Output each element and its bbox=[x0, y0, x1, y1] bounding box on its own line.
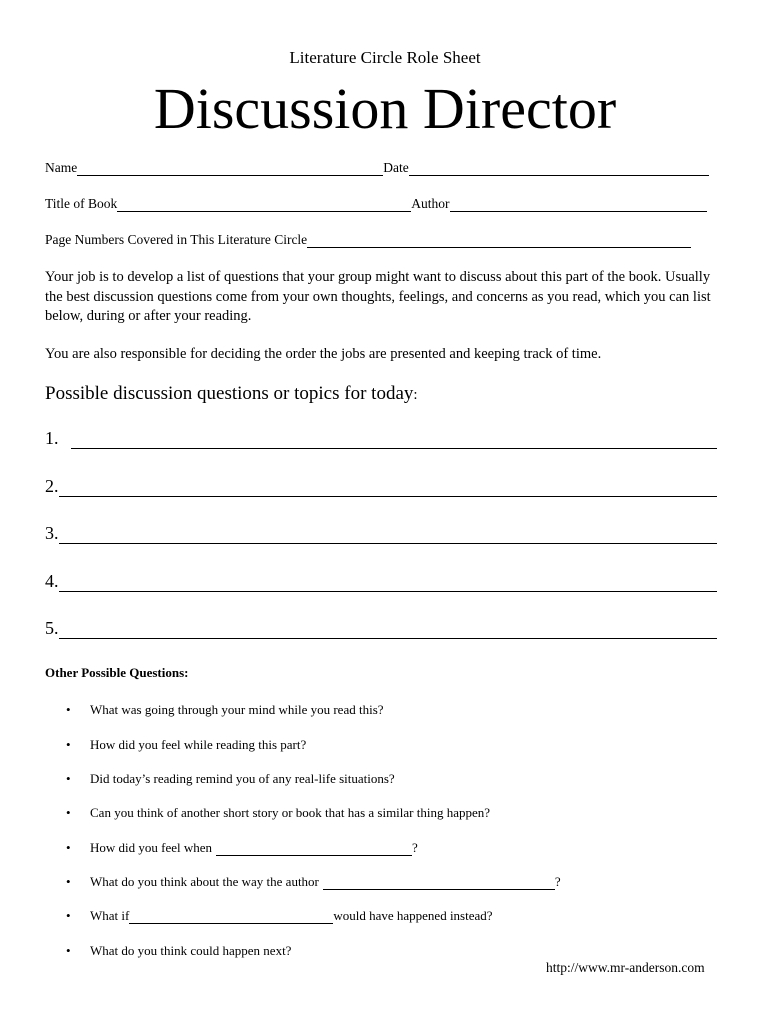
question-row-1 bbox=[45, 428, 717, 449]
list-item bbox=[66, 840, 418, 856]
pages-row bbox=[45, 232, 691, 248]
question-field-5[interactable] bbox=[59, 624, 717, 639]
feeling-blank-field[interactable] bbox=[216, 843, 412, 856]
page-title: Discussion Director bbox=[153, 76, 617, 141]
list-item-text: ? bbox=[554, 874, 561, 889]
list-item bbox=[66, 737, 306, 753]
bullet-icon: • bbox=[66, 805, 71, 820]
bullet-icon: • bbox=[66, 943, 71, 958]
pages-field[interactable] bbox=[307, 235, 691, 248]
list-item-text: How did you feel when bbox=[90, 840, 213, 855]
other-questions-heading: Other Possible Questions: bbox=[45, 665, 189, 680]
list-item-text: What was going through your mind while you read this? bbox=[90, 702, 384, 717]
list-item-text: What if bbox=[90, 908, 130, 923]
question-field-3[interactable] bbox=[59, 529, 717, 544]
bullet-icon: • bbox=[66, 840, 71, 855]
list-item bbox=[66, 908, 493, 924]
footer-url: http://www.mr-anderson.com bbox=[546, 960, 705, 975]
questions-heading-text: Possible discussion questions or topics for today bbox=[45, 383, 414, 404]
question-number: 1. bbox=[45, 428, 59, 448]
questions-heading bbox=[45, 383, 418, 405]
list-item bbox=[66, 943, 291, 959]
question-row-3 bbox=[45, 523, 717, 544]
name-label: Name bbox=[45, 160, 78, 175]
list-item bbox=[66, 805, 490, 821]
question-row-5 bbox=[45, 618, 717, 639]
what-if-blank-field[interactable] bbox=[129, 911, 333, 924]
question-row-2 bbox=[45, 476, 717, 497]
question-number: 2. bbox=[45, 476, 59, 496]
list-item-text: What do you think could happen next? bbox=[90, 943, 292, 958]
name-date-row bbox=[45, 160, 709, 176]
time-keeping-paragraph: You are also responsible for deciding the order the jobs are presented and keeping track of time. bbox=[45, 346, 602, 362]
question-number: 4. bbox=[45, 571, 59, 591]
question-field-4[interactable] bbox=[59, 577, 717, 592]
author-field[interactable] bbox=[450, 199, 707, 212]
bullet-icon: • bbox=[66, 908, 71, 923]
list-item-text: How did you feel while reading this part? bbox=[90, 737, 307, 752]
list-item-text: Can you think of another short story or book that has a similar thing happen? bbox=[90, 805, 491, 820]
question-field-1[interactable] bbox=[71, 434, 717, 449]
bullet-icon: • bbox=[66, 771, 71, 786]
pages-label: Page Numbers Covered in This Literature Circle bbox=[45, 232, 308, 247]
question-row-4 bbox=[45, 571, 717, 592]
name-field[interactable] bbox=[77, 163, 383, 176]
list-item-text: ? bbox=[412, 840, 418, 855]
question-field-2[interactable] bbox=[59, 482, 717, 497]
instructions-paragraph: Your job is to develop a list of questions that your group might want to discuss about this part of the book. Usually the best discussion questions come from your own thoughts, feelings, and concerns as you read, which you can list below, during or after your reading. bbox=[45, 269, 711, 324]
book-author-row bbox=[45, 196, 707, 212]
list-item bbox=[66, 702, 384, 718]
list-item bbox=[66, 771, 395, 787]
role-sheet-subtitle: Literature Circle Role Sheet bbox=[289, 48, 481, 67]
question-number: 3. bbox=[45, 523, 59, 543]
bullet-icon: • bbox=[66, 737, 71, 752]
list-item-text: What do you think about the way the author bbox=[90, 874, 319, 889]
bullet-icon: • bbox=[66, 702, 71, 717]
book-title-field[interactable] bbox=[117, 199, 411, 212]
author-blank-field[interactable] bbox=[323, 877, 555, 890]
bullet-icon: • bbox=[66, 874, 71, 889]
date-field[interactable] bbox=[409, 163, 709, 176]
list-item-text: Did today’s reading remind you of any real-life situations? bbox=[90, 771, 395, 786]
questions-heading-colon: : bbox=[413, 387, 418, 403]
list-item-text: would have happened instead? bbox=[333, 908, 493, 923]
book-title-label: Title of Book bbox=[45, 196, 118, 211]
list-item bbox=[66, 874, 561, 890]
date-label: Date bbox=[383, 160, 409, 175]
question-number: 5. bbox=[45, 618, 59, 638]
author-label: Author bbox=[411, 196, 450, 211]
